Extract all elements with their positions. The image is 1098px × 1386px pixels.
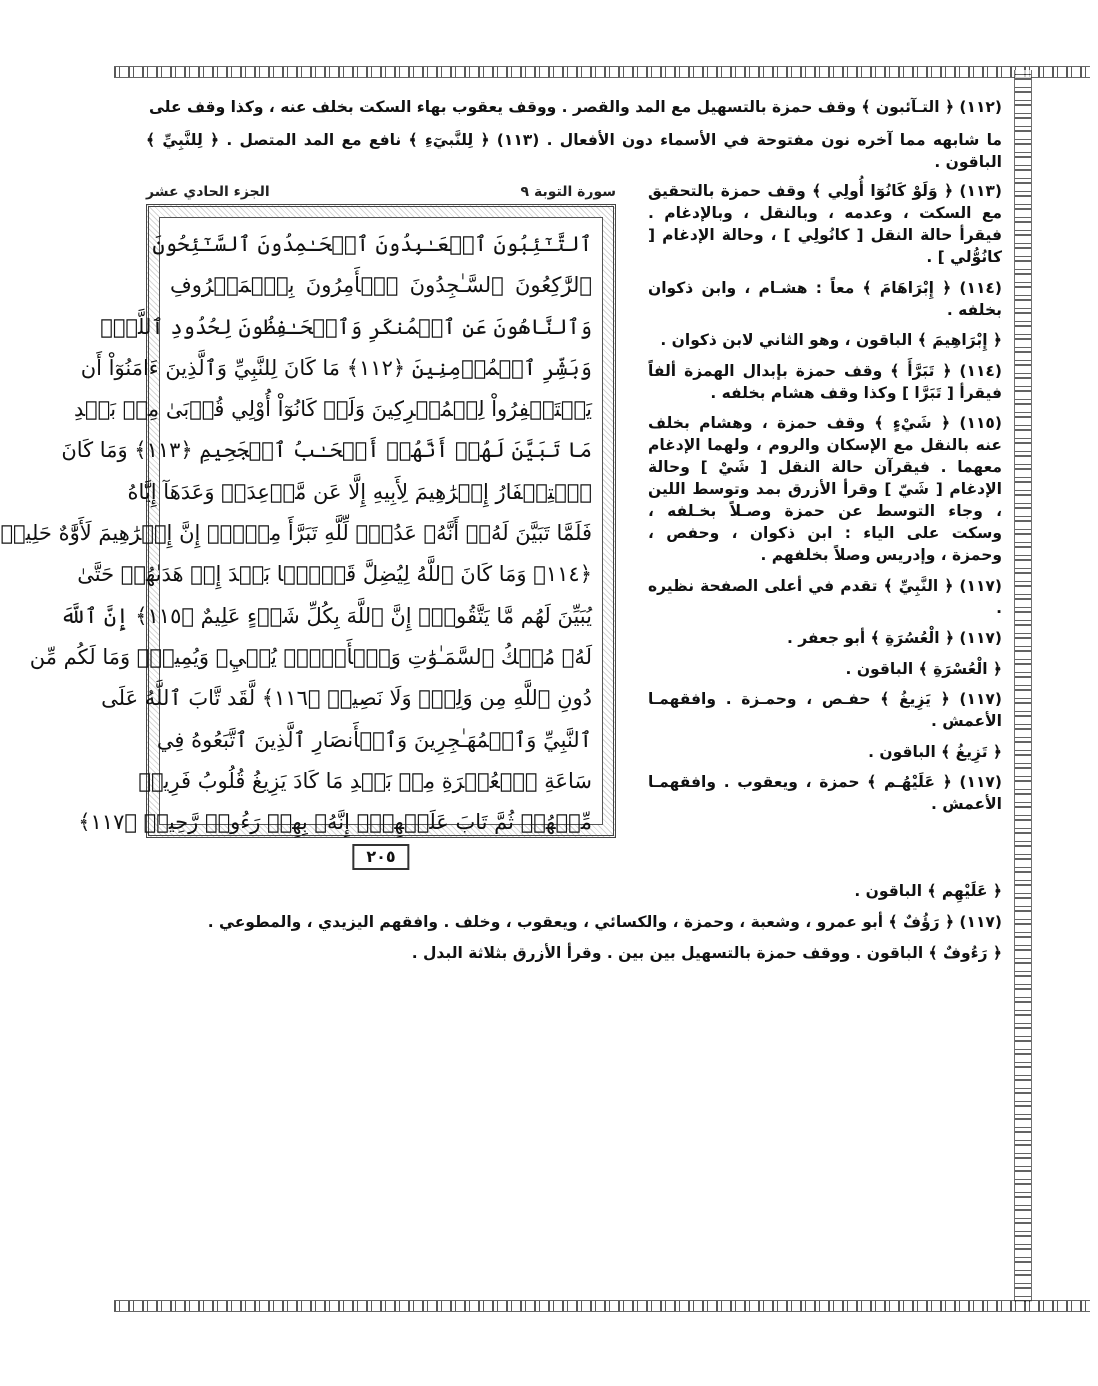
page-header <box>146 180 616 204</box>
page-number: ٢٠٥ <box>352 844 409 870</box>
mushaf-page <box>0 180 616 870</box>
bottom-commentary <box>146 880 1002 973</box>
decorative-frame <box>0 204 616 838</box>
commentary-entry: (١١٤) ﴿ إِبْرَاهَامَ ﴾ معاً : هشـام ، وابن ذكوان بخلفه . <box>648 278 1002 319</box>
quran-line: وَٱلنَّاهُونَ عَنِ ٱلۡمُنكَرِ وَٱلۡحَـٰفِظُونَ لِحُدُودِ ٱللَّهِۗ <box>100 314 592 339</box>
footnote-line-2: ما شابهه مما آخره نون مفتوحة في الأسماء دون الأفعال . (١١٣) ﴿ لِلنَّبيٓءِ ﴾ نافع مع المد المتصل . ﴿ لِلنَّبِيِّ ﴾ الباقون . <box>146 131 1002 171</box>
commentary-entry: (١١٣) ﴿ وَلَوْ كَانُوٓا أُولِي ﴾ وقف حمزة بالتحقيق مع السكت ، وعدمه ، وبالنقل ، وبالإدغام . فيقرأ حالة النقل [ كانُولِي ] ، وحالة الإدغام [ كانُوُّلي ] . <box>648 182 1002 266</box>
commentary-entry: ﴿ إِبْرَاهِيمَ ﴾ الباقون ، وهو الثاني لابن ذكوان . <box>660 331 1002 349</box>
quran-text <box>0 217 603 835</box>
quran-line: مَا تَبَيَّنَ لَهُمۡ أَنَّهُمۡ أَصۡحَـٰبُ ٱلۡجَحِيمِ ﴿١١٣﴾ وَمَا كَانَ <box>61 438 592 463</box>
quran-line: ٱلنَّبِيِّ وَٱلۡمُهَـٰجِرِينَ وَٱلۡأَنصَارِ ٱلَّذِينَ ٱتَّبَعُوهُ فِي <box>156 727 592 752</box>
commentary-entry: (١١٧) ﴿ رَؤُفٌ ﴾ أبو عمرو ، وشعبة ، وحمزة ، والكسائي ، ويعقوب ، وخلف . وافقهم اليزيدي ، والمطوعي . <box>207 913 1002 931</box>
quran-line: سَاعَةِ ٱلۡعُسۡرَةِ مِنۢ بَعۡدِ مَا كَادَ يَزِيغُ قُلُوبُ فَرِيقٖ <box>138 768 592 793</box>
quran-line: لَهُۥ مُلۡكُ ٱلسَّمَـٰوَٰتِ وَٱلۡأَرۡضِۖ يُحۡيِۦ وَيُمِيتُۚ وَمَا لَكُم مِّن <box>29 644 592 669</box>
commentary-entry: (١١٥) ﴿ شَيْءٍ ﴾ وقف حمزة ، وهشام بخلف عنه بالنقل مع الإسكان والروم ، ولهما الإدغام معهما . فيقرآن حالة النقل [ شَيْ ] وحالة الإدغام [ شَيّ ] وقرأ الأزرق بمد وتوسط اللين ، وجاء التوسط عن حمزة وصـلاً بخـلفه ، وسكت على الياء : ابن ذكوان ، وحفص ، وحمزة ، وإدريس وصلاً بخلفهم . <box>648 414 1002 564</box>
footnote-line-1: (١١٢) ﴿ التـآئبون ﴾ وقف حمزة بالتسهيل مع المد والقصر . ووقف يعقوب بهاء السكت بخلف عنه ، وكذا وقف على <box>148 98 1002 116</box>
quran-line: ٱلتَّـٰٓئِبُونَ ٱلۡعَـٰبِدُونَ ٱلۡحَـٰمِدُونَ ٱلسَّـٰٓئِحُونَ <box>152 232 592 256</box>
commentary-entry: ﴿ الْعُسْرَةِ ﴾ الباقون . <box>845 659 1002 678</box>
commentary-column <box>648 180 1002 824</box>
commentary-entry: (١١٧) ﴿ عَلَيْهُـم ﴾ حمزة ، ويعقوب . وافقهمـا الأعمش . <box>648 773 1002 813</box>
commentary-entry: (١١٧) ﴿ النَّبِيِّ ﴾ تقدم في أعلى الصفحة نظيره . <box>648 576 1002 617</box>
top-ornamental-border <box>114 66 1090 78</box>
quran-line: ٱسۡتِغۡفَارُ إِبۡرَٰهِيمَ لِأَبِيهِ إِلَّا عَن مَّوۡعِدَةٖ وَعَدَهَآ إِيَّاهُ <box>127 479 592 504</box>
quran-line: ٱلرَّٰكِعُونَ ٱلسَّـٰجِدُونَ ٱلۡأَمِرُونَ بِٱلۡمَعۡرُوفِ <box>170 273 592 298</box>
commentary-entry: ﴿ عَلَيْهِم ﴾ الباقون . <box>854 882 1002 900</box>
quran-line: فَلَمَّا تَبَيَّنَ لَهُۥٓ أَنَّهُۥ عَدُوّٞ لِّلَّهِ تَبَرَّأَ مِنۡهُۚ إِنَّ إِبۡرَٰهِيمَ لَأَوَّٰهٌ حَلِيمٞ <box>0 521 592 546</box>
side-ornamental-border <box>1014 70 1032 1302</box>
surah-label: سورة التوبة ٩ <box>520 184 616 200</box>
commentary-entry: (١١٧) ﴿ يَزِيغُ ﴾ حفـص ، وحمـزة . وافقهمـا الأعمش . <box>648 690 1002 730</box>
commentary-entry: ﴿ رَءُوفٌ ﴾ الباقون . ووقف حمزة بالتسهيل بين بين . وقرأ الأزرق بثلاثة البدل . <box>411 944 1002 962</box>
quran-line: وَبَشِّرِ ٱلۡمُؤۡمِنِينَ ﴿١١٢﴾ مَا كَانَ لِلنَّبِيِّ وَٱلَّذِينَ ءَامَنُوٓاْ أَن <box>80 355 592 380</box>
quran-line: يَسۡتَغۡفِرُواْ لِلۡمُشۡرِكِينَ وَلَوۡ كَانُوٓاْ أُوْلِي قُرۡبَىٰ مِنۢ بَعۡدِ <box>73 397 592 422</box>
commentary-entry: ﴿ تَزِيغُ ﴾ الباقون . <box>868 742 1002 761</box>
quran-line: ﴿١١٤﴾ وَمَا كَانَ ٱللَّهُ لِيُضِلَّ قَوۡمَۢا بَعۡدَ إِذۡ هَدَىٰهُمۡ حَتَّىٰ <box>77 562 592 587</box>
quran-line: مِّنۡهُمۡ ثُمَّ تَابَ عَلَيۡهِمۡۚ إِنَّهُۥ بِهِمۡ رَءُوفٞ رَّحِيمٞ ﴿١١٧﴾ <box>78 810 592 835</box>
juz-label: الجزء الحادي عشر <box>146 184 270 200</box>
bottom-ornamental-border <box>114 1300 1090 1312</box>
quran-line: يُبَيِّنَ لَهُم مَّا يَتَّقُونَۚ إِنَّ ٱللَّهَ بِكُلِّ شَيۡءٍ عَلِيمٌ ﴿١١٥﴾ إِنَّ ٱللَّهَ <box>60 603 592 628</box>
quran-line: دُونِ ٱللَّهِ مِن وَلِيّٖ وَلَا نَصِيرٖ ﴿١١٦﴾ لَّقَد تَّابَ ٱللَّهُ عَلَى <box>101 686 592 711</box>
commentary-entry: (١١٤) ﴿ تَبَرَّأَ ﴾ وقف حمزة بإبدال الهمزة ألفاً فيقرأ [ تَبَرَّا ] وكذا وقف هشام بخلفه . <box>648 361 1002 402</box>
commentary-entry: (١١٧) ﴿ الْعُسُرَةِ ﴾ أبو جعفر . <box>786 629 1002 647</box>
